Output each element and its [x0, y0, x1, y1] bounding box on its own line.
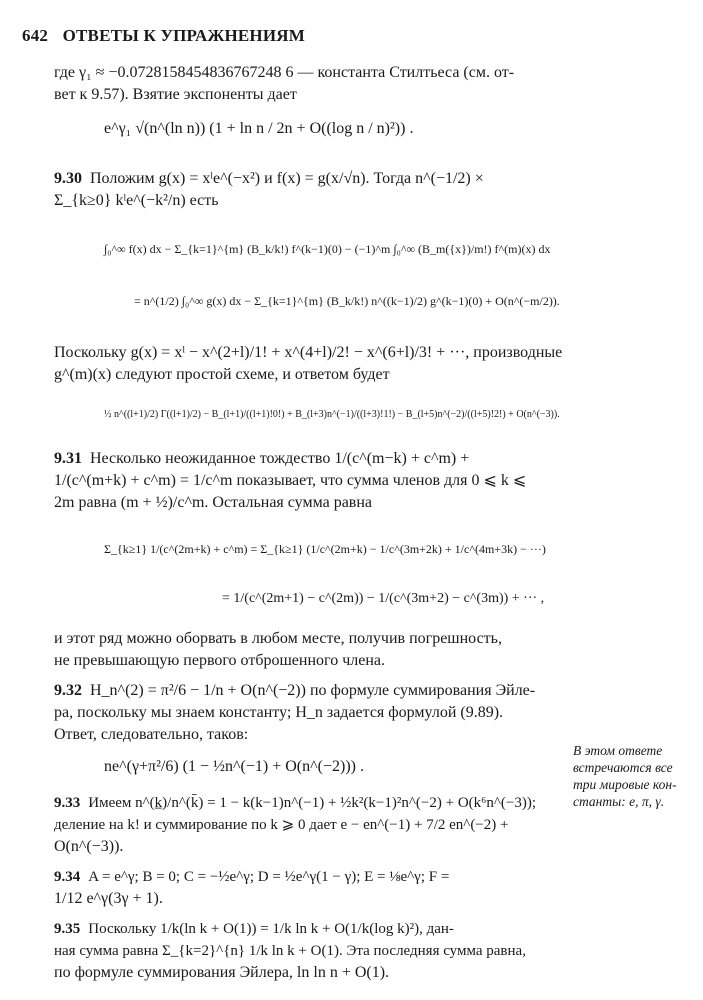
text-line: деление на k! и суммирование по k ⩾ 0 дает e − en^(−1) + 7/2 en^(−2) +: [54, 817, 509, 833]
text-line: вет к 9.57). Взятие экспоненты дает: [54, 86, 297, 103]
margin-note-line: станты: e, π, γ.: [573, 794, 665, 809]
exercise-9-34: [54, 866, 556, 888]
text-line: Имеем n^(k̲)/n^(k̄) = 1 − k(k−1)n^(−1) + ½k²(k−1)²n^(−2) + O(k⁶n^(−3));: [88, 795, 537, 811]
text-line: Σ_{k≥0} kˡe^(−k²/n) есть: [54, 192, 219, 209]
margin-note-line: встречаются все: [573, 760, 673, 775]
text-line: 1/(c^(m+k) + c^m) = 1/c^m показывает, что сумма членов для 0 ⩽ k ⩽: [54, 472, 527, 489]
margin-note-line: В этом ответе: [573, 743, 663, 758]
text-line: Поскольку 1/k(ln k + O(1)) = 1/k ln k + O(1/k(log k)²), дан-: [88, 921, 454, 937]
formula-series-1: Σ_{k≥1} 1/(c^(2m+k) + c^m) = Σ_{k≥1} (1/c^(2m+k) − 1/c^(3m+2k) + 1/c^(4m+3k) − ···): [104, 542, 546, 556]
exercise-number: 9.31: [54, 450, 82, 467]
exercise-number: 9.32: [54, 682, 82, 699]
text-line: Несколько неожиданное тождество 1/(c^(m−k) + c^m) +: [90, 450, 470, 467]
formula-exponent: e^γ₁ √(n^(ln n)) (1 + ln n / 2n + O((log n / n)²)) .: [104, 120, 414, 137]
exercise-number: 9.33: [54, 795, 81, 811]
text-line: ная сумма равна Σ_{k=2}^{n} 1/k ln k + O(1). Эта последняя сумма равна,: [54, 943, 526, 959]
running-header: [22, 26, 305, 46]
formula-9-32: ne^(γ+π²/6) (1 − ½n^(−1) + O(n^(−2))) .: [104, 758, 364, 775]
formula-integral-2: = n^(1/2) ∫₀^∞ g(x) dx − Σ_{k=1}^{m} (B_k/k!) n^((k−1)/2) g^(k−1)(0) + O(n^(−m/2)).: [134, 294, 560, 308]
text-line: O(n^(−3)).: [54, 838, 124, 855]
exercise-number: 9.30: [54, 170, 82, 187]
text-line: H_n^(2) = π²/6 − 1/n + O(n^(−2)) по формуле суммирования Эйле-: [90, 682, 536, 699]
text-line: по формуле суммирования Эйлера, ln ln n + O(1).: [54, 964, 390, 981]
exercise-number: 9.34: [54, 869, 81, 885]
text-line: Поскольку g(x) = xˡ − x^(2+l)/1! + x^(4+l)/2! − x^(6+l)/3! + ···, производные: [54, 344, 563, 361]
exercise-number: 9.35: [54, 921, 81, 937]
text-line: не превышающую первого отброшенного члена.: [54, 652, 385, 669]
text-line: Положим g(x) = xˡe^(−x²) и f(x) = g(x/√n). Тогда n^(−1/2) ×: [90, 170, 484, 187]
exercise-9-33: [54, 792, 556, 814]
formula-series-2: = 1/(c^(2m+1) − c^(2m)) − 1/(c^(3m+2) − c^(3m)) + ··· ,: [222, 591, 545, 606]
exercise-9-31: [54, 448, 556, 470]
margin-note: [573, 742, 693, 810]
formula-integral-1: ∫₀^∞ f(x) dx − Σ_{k=1}^{m} (B_k/k!) f^(k−1)(0) − (−1)^m ∫₀^∞ (B_m({x})/m!) f^(m)(x) dx: [104, 242, 551, 256]
text-line: 2m равна (m + ½)/c^m. Остальная сумма равна: [54, 494, 373, 511]
exercise-9-30: [54, 168, 556, 190]
text-line: и этот ряд можно оборвать в любом месте, получив погрешность,: [54, 630, 502, 647]
text-line: g^(m)(x) следуют простой схеме, и ответом будет: [54, 366, 390, 383]
chapter-title: ОТВЕТЫ К УПРАЖНЕНИЯМ: [62, 26, 305, 45]
text-line: Ответ, следовательно, таков:: [54, 726, 249, 743]
text-line: где γ₁ ≈ −0.0728158454836767248 6 — константа Стилтьеса (см. от-: [54, 64, 515, 81]
margin-note-line: три мировые кон-: [573, 777, 677, 792]
text-line: 1/12 e^γ(3γ + 1).: [54, 890, 163, 907]
page-number: 642: [22, 26, 49, 45]
formula-answer-9-30: ½ n^((l+1)/2) Γ((l+1)/2) − B_(l+1)/((l+1)!0!) + B_(l+3)n^(−1)/((l+3)!1!) − B_(l+5)n^(−2)/((l+5)!2!) + O(n^(−3)).: [104, 409, 560, 420]
exercise-9-32: [54, 680, 556, 702]
text-line: A = e^γ; B = 0; C = −½e^γ; D = ½e^γ(1 − γ); E = ⅛e^γ; F =: [88, 869, 450, 885]
text-line: ра, поскольку мы знаем константу; H_n задается формулой (9.89).: [54, 704, 504, 721]
exercise-9-35: [54, 918, 556, 940]
